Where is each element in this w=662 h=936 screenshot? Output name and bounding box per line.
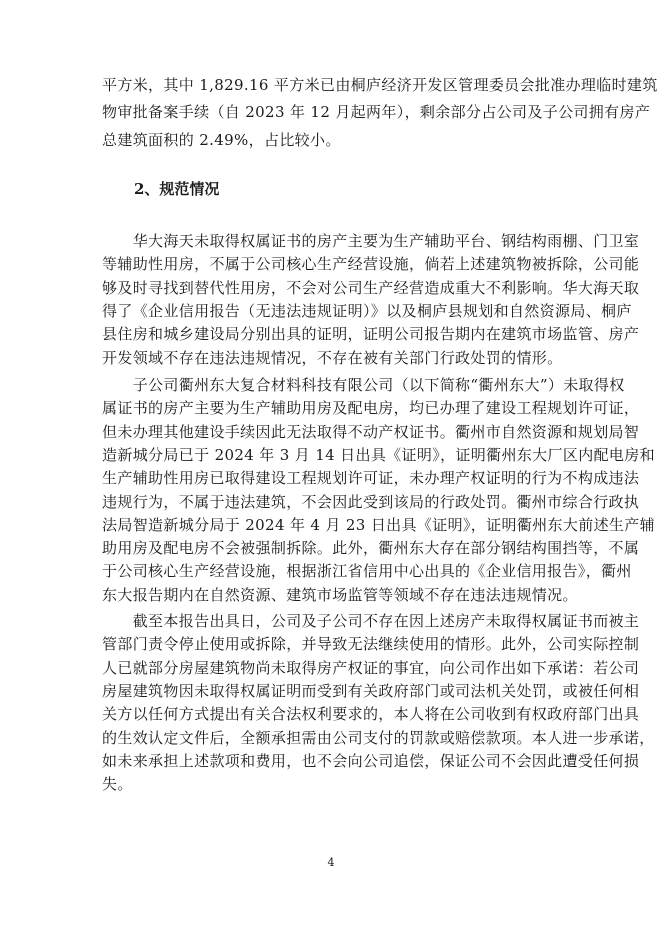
text-line: 如未来承担上述款项和费用，也不会向公司追偿，保证公司不会因此遭受任何损 bbox=[102, 751, 640, 770]
text-line: 截至本报告出具日，公司及子公司不存在因上述房产未取得权属证书而被主 bbox=[102, 612, 640, 630]
text-line: 但未办理其他建设手续因此无法取得不动产权证书。衢州市自然资源和规划局智 bbox=[102, 422, 640, 441]
text-line: 华大海天未取得权属证书的房产主要为生产辅助平台、钢结构雨棚、门卫室 bbox=[102, 232, 640, 250]
text-line: 失。 bbox=[102, 775, 133, 794]
page-number: 4 bbox=[327, 856, 335, 869]
text-line: 违规行为，不属于违法建筑，不会因此受到该局的行政处罚。衢州市综合行政执 bbox=[102, 492, 640, 511]
text-line: 物审批备案手续（自 2023 年 12 月起两年），剩余部分占公司及子公司拥有房产 bbox=[102, 103, 651, 122]
section-heading: 2、规范情况 bbox=[134, 180, 220, 198]
text-line: 人已就部分房屋建筑物尚未取得房产权证的事宜，向公司作出如下承诺：若公司 bbox=[102, 658, 640, 677]
text-line: 东大报告期内在自然资源、建筑市场监管等领域不存在违法违规情况。 bbox=[102, 585, 578, 604]
text-line: 于公司核心生产经营设施，根据浙江省信用中心出具的《企业信用报告》，衢州 bbox=[102, 562, 632, 581]
text-line: 总建筑面积的 2.49%，占比较小。 bbox=[102, 130, 341, 149]
text-line: 得了《企业信用报告（无违法违规证明）》以及桐庐县规划和自然资源局、桐庐 bbox=[102, 301, 632, 320]
text-line: 等辅助性用房，不属于公司核心生产经营设施，倘若上述建筑物被拆除，公司能 bbox=[102, 255, 640, 274]
text-line: 造新城分局已于 2024 年 3 月 14 日出具《证明》，证明衢州东大厂区内配电房和 bbox=[102, 445, 655, 464]
text-line: 关方以任何方式提出有关合法权利要求的，本人将在公司收到有权政府部门出具 bbox=[102, 705, 640, 724]
text-line: 平方米，其中 1,829.16 平方米已由桐庐经济开发区管理委员会批准办理临时建筑 bbox=[102, 76, 658, 94]
text-line: 的生效认定文件后，全额承担需由公司支付的罚款或赔偿款项。本人进一步承诺， bbox=[102, 728, 655, 747]
text-line: 够及时寻找到替代性用房，不会对公司生产经营造成重大不利影响。华大海天取 bbox=[102, 278, 640, 297]
text-line: 县住房和城乡建设局分别出具的证明，证明公司报告期内在建筑市场监管、房产 bbox=[102, 325, 640, 344]
text-line: 法局智造新城分局于 2024 年 4 月 23 日出具《证明》，证明衢州东大前述生产辅 bbox=[102, 515, 655, 534]
text-line: 开发领域不存在违法违规情况，不存在被有关部门行政处罚的情形。 bbox=[102, 348, 563, 367]
text-line: 生产辅助性用房已取得建设工程规划许可证，未办理产权证明的行为不构成违法 bbox=[102, 469, 640, 488]
text-line: 管部门责令停止使用或拆除，并导致无法继续使用的情形。此外，公司实际控制 bbox=[102, 635, 640, 654]
text-line: 房屋建筑物因未取得权属证明而受到有关政府部门或司法机关处罚，或被任何相 bbox=[102, 681, 640, 700]
text-line: 助用房及配电房不会被强制拆除。此外，衢州东大存在部分钢结构围挡等，不属 bbox=[102, 539, 640, 558]
text-line: 子公司衢州东大复合材料科技有限公司（以下简称“衢州东大”）未取得权 bbox=[102, 376, 625, 394]
text-line: 属证书的房产主要为生产辅助用房及配电房，均已办理了建设工程规划许可证， bbox=[102, 399, 640, 418]
